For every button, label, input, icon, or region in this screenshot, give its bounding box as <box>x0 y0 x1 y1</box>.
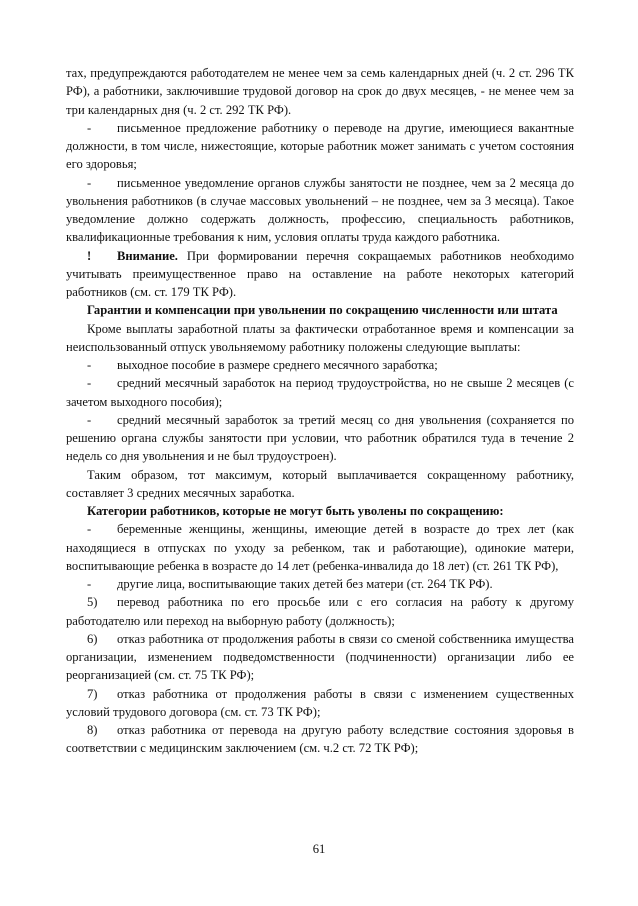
numbered-item <box>66 593 574 630</box>
attention-label: Внимание. <box>117 248 178 263</box>
section-heading-text: Гарантии и компенсации при увольнении по сокращению численности или штата <box>87 303 558 318</box>
numbered-item <box>66 721 574 758</box>
paragraph <box>66 466 574 503</box>
list-marker: - <box>87 376 92 391</box>
numbered-item-text: отказ работника от продолжения работы в связи со сменой собственника имущества организации, изменением подведомственности (подчиненности) организации либо ее реорганизацией (см. ст. 75 ТК РФ); <box>66 631 574 683</box>
section-heading-categories <box>66 502 574 520</box>
list-marker: - <box>87 358 92 372</box>
list-item <box>66 520 574 575</box>
numbered-item-text: перевод работника по его просьбе или с его согласия на работу к другому работодателю или переход на выборную работу (должность); <box>66 595 574 628</box>
item-number: 8) <box>87 723 98 737</box>
list-item <box>66 374 574 411</box>
attention-text: При формировании перечня сокращаемых работников необходимо учитывать преимущественное право на оставление на работе некоторых категорий работников (см. ст. 179 ТК РФ). <box>66 248 574 299</box>
list-item <box>66 575 574 593</box>
list-marker: - <box>87 120 92 135</box>
list-item-text: средний месячный заработок на период трудоустройства, но не свыше 2 месяцев (с зачетом выходного пособия); <box>66 376 574 409</box>
section-heading-text: Категории работников, которые не могут быть уволены по сокращению: <box>87 504 504 518</box>
paragraph-text: Кроме выплаты заработной платы за фактически отработанное время и компенсации за неиспользованный отпуск увольняемому работнику положены следующие выплаты: <box>66 321 574 354</box>
list-item-text: выходное пособие в размере среднего месячного заработка; <box>117 358 438 372</box>
numbered-item <box>66 630 574 685</box>
list-marker: - <box>87 175 92 190</box>
list-marker: - <box>87 522 92 537</box>
attention-marker: ! <box>87 248 92 263</box>
numbered-item-text: отказ работника от продолжения работы в связи с изменением существенных условий трудового договора (см. ст. 73 ТК РФ); <box>66 686 574 719</box>
list-item <box>66 356 574 374</box>
list-item-text: письменное уведомление органов службы занятости не позднее, чем за 2 месяца до увольнения работников (в случае массовых увольнений – не позднее, чем за 3 месяца). Такое уведомление должно содержать должность, профессию, специальность работников, квалификационные требования к ним, условия оплаты труда каждого работника. <box>66 175 574 245</box>
list-item-text: средний месячный заработок за третий месяц со дня увольнения (сохраняется по решению органа службы занятости при условии, что работник обратился туда в течение 2 недель со дня увольнения и не был трудоустроен). <box>66 412 574 464</box>
list-item-text: беременные женщины, женщины, имеющие детей в возрасте до трех лет (как находящиеся в отпусках по уходу за ребенком, так и работающие), одинокие матери, воспитывающие ребенка в возрасте до 14 лет (ребенка-инвалида до 18 лет) (ст. 261 ТК РФ), <box>66 522 574 573</box>
item-number: 6) <box>87 631 98 646</box>
paragraph-continuation <box>66 64 574 119</box>
paragraph <box>66 320 574 357</box>
list-item <box>66 119 574 174</box>
item-number: 7) <box>87 686 98 701</box>
numbered-item-text: отказ работника от перевода на другую работу вследствие состояния здоровья в соответствии с медицинским заключением (см. ч.2 ст. 72 ТК РФ); <box>66 723 574 756</box>
paragraph-text: Таким образом, тот максимум, который выплачивается сокращенному работнику, составляет 3 средних месячных заработка. <box>66 467 574 500</box>
list-marker: - <box>87 412 92 427</box>
numbered-item <box>66 685 574 722</box>
document-page <box>66 64 574 758</box>
list-marker: - <box>87 577 92 591</box>
section-heading-guarantees <box>66 301 574 319</box>
page-number: 61 <box>312 842 326 856</box>
list-item-text: письменное предложение работнику о переводе на другие, имеющиеся вакантные должности, в том числе, нижестоящие, которые работник может занимать с учетом состояния его здоровья; <box>66 120 574 172</box>
paragraph-text: тах, предупреждаются работодателем не менее чем за семь календарных дней (ч. 2 ст. 296 ТК РФ), а работники, заключившие трудовой договор на срок до двух месяцев, - не менее чем за три календарных дня (ч. 2 ст. 292 ТК РФ). <box>66 66 574 117</box>
item-number: 5) <box>87 595 98 610</box>
list-item <box>66 411 574 466</box>
list-item-text: другие лица, воспитывающие таких детей без матери (ст. 264 ТК РФ). <box>117 577 493 591</box>
list-item <box>66 174 574 247</box>
attention-note <box>66 247 574 302</box>
